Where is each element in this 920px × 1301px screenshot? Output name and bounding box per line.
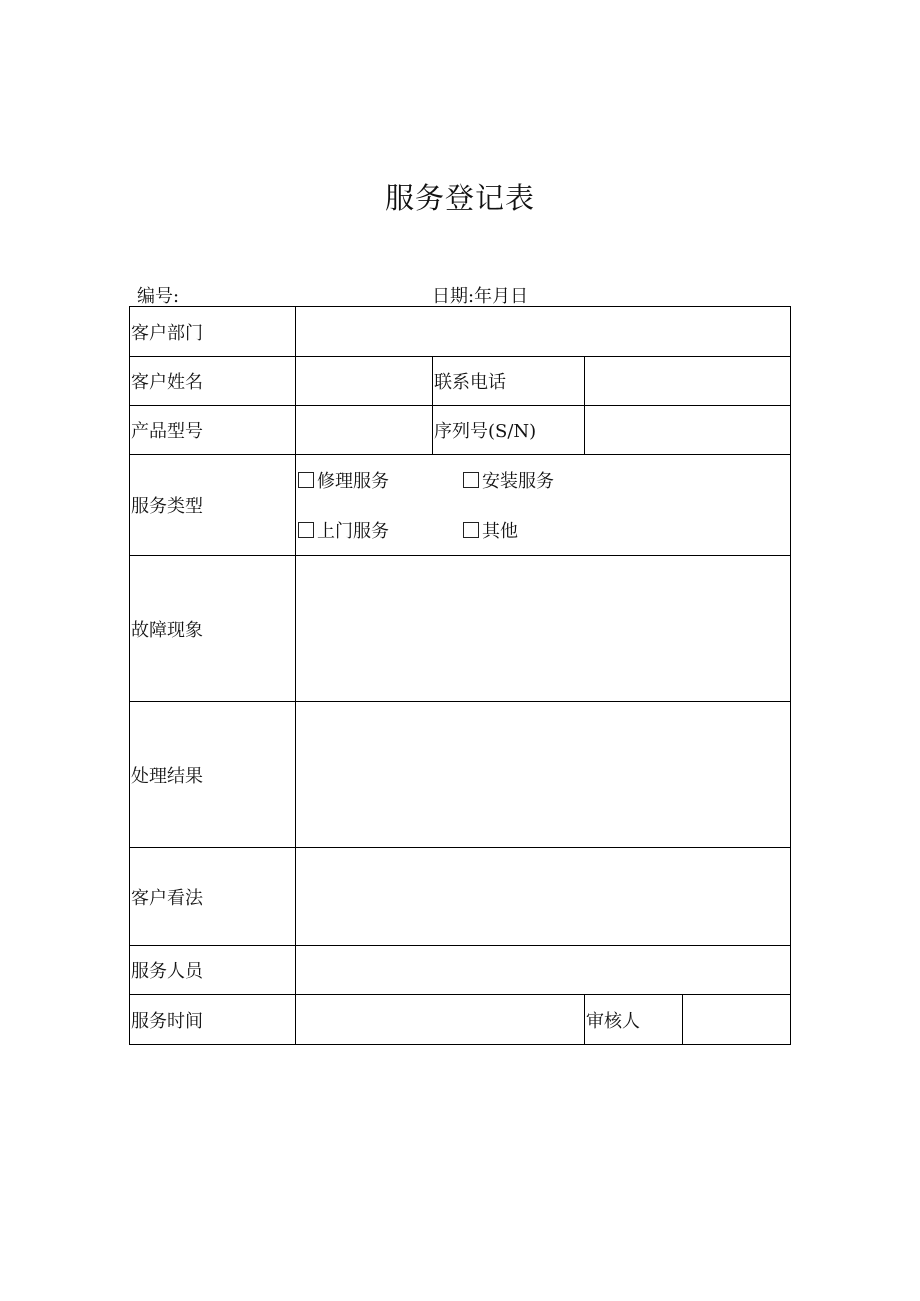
result-label: 处理结果 xyxy=(130,702,296,848)
checkbox-install[interactable] xyxy=(463,472,479,488)
service-time-field[interactable] xyxy=(296,995,585,1045)
reviewer-field[interactable] xyxy=(683,995,791,1045)
option-repair-label: 修理服务 xyxy=(317,471,389,492)
service-form xyxy=(129,306,791,1045)
row-result xyxy=(130,702,791,848)
opinion-field[interactable] xyxy=(296,848,791,946)
staff-field[interactable] xyxy=(296,946,791,995)
row-service-type xyxy=(130,455,791,556)
row-customer-dept xyxy=(130,307,791,357)
result-field[interactable] xyxy=(296,702,791,848)
customer-name-label: 客户姓名 xyxy=(130,357,296,406)
row-service-time xyxy=(130,995,791,1045)
customer-name-field[interactable] xyxy=(296,357,433,406)
checkbox-onsite[interactable] xyxy=(298,522,314,538)
product-model-label: 产品型号 xyxy=(130,406,296,455)
option-onsite-label: 上门服务 xyxy=(317,521,389,542)
serial-number-field[interactable] xyxy=(585,406,791,455)
contact-phone-field[interactable] xyxy=(585,357,791,406)
row-opinion xyxy=(130,848,791,946)
row-customer-name xyxy=(130,357,791,406)
product-model-field[interactable] xyxy=(296,406,433,455)
option-other[interactable] xyxy=(463,517,518,543)
row-product-model xyxy=(130,406,791,455)
fault-field[interactable] xyxy=(296,556,791,702)
contact-phone-label: 联系电话 xyxy=(433,357,585,406)
option-install-label: 安装服务 xyxy=(482,471,554,492)
page-title: 服务登记表 xyxy=(384,181,535,215)
service-type-label: 服务类型 xyxy=(130,455,296,556)
date-label: 日期:年月日 xyxy=(432,286,529,307)
option-onsite[interactable] xyxy=(297,517,463,543)
staff-label: 服务人员 xyxy=(130,946,296,995)
option-other-label: 其他 xyxy=(482,521,518,542)
row-staff xyxy=(130,946,791,995)
customer-dept-label: 客户部门 xyxy=(130,307,296,357)
serial-number-label: 序列号(S/N) xyxy=(433,406,585,455)
opinion-label: 客户看法 xyxy=(130,848,296,946)
option-repair[interactable] xyxy=(297,467,463,493)
number-label: 编号: xyxy=(137,286,180,307)
checkbox-other[interactable] xyxy=(463,522,479,538)
service-time-label: 服务时间 xyxy=(130,995,296,1045)
fault-label: 故障现象 xyxy=(130,556,296,702)
option-install[interactable] xyxy=(463,467,554,493)
service-type-options xyxy=(296,455,791,556)
checkbox-repair[interactable] xyxy=(298,472,314,488)
customer-dept-field[interactable] xyxy=(296,307,791,357)
row-fault xyxy=(130,556,791,702)
reviewer-label: 审核人 xyxy=(585,995,683,1045)
